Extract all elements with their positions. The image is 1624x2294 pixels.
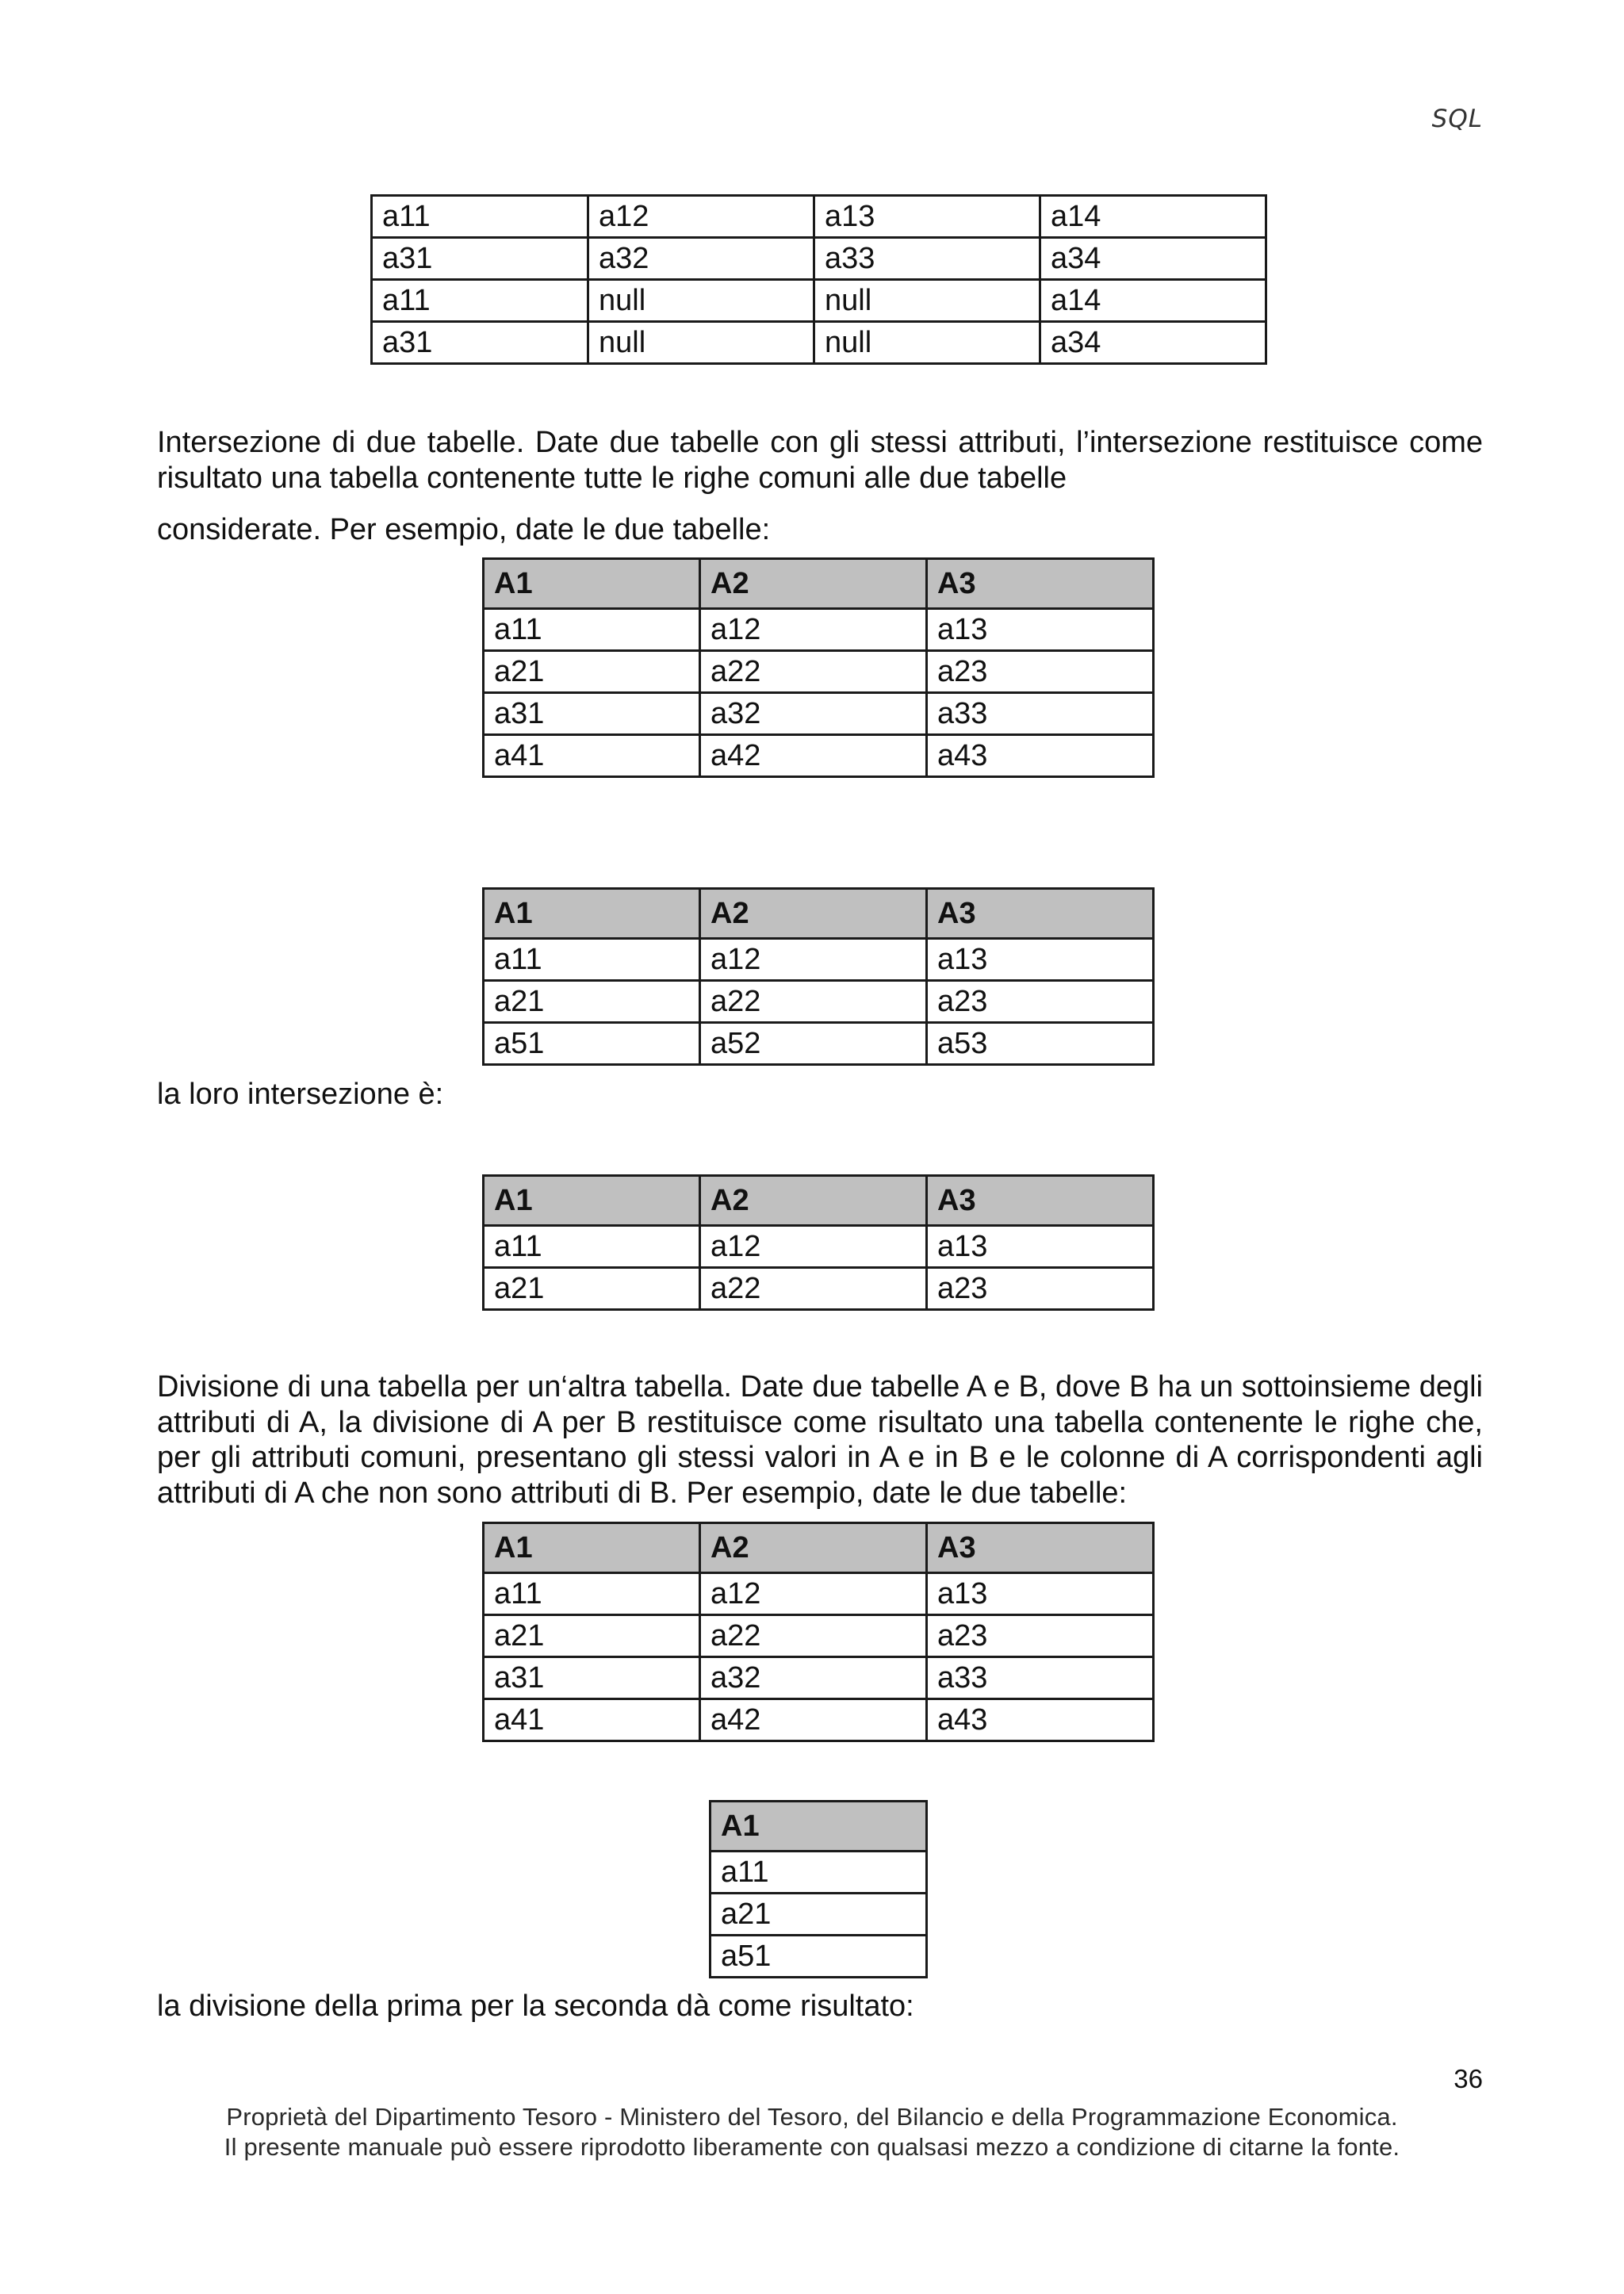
table-cell: null: [588, 322, 814, 364]
table-cell: a51: [484, 1023, 700, 1065]
table-cell: a42: [700, 1699, 927, 1741]
table-cell: a34: [1040, 238, 1266, 280]
table-row: [484, 651, 1154, 693]
table-cell: a11: [372, 280, 588, 322]
table-header-row: [484, 1176, 1154, 1226]
table-row: [484, 1573, 1154, 1615]
footer-line-1: Proprietà del Dipartimento Tesoro - Ministero del Tesoro, del Bilancio e della Programmazione Economica.: [226, 2103, 1398, 2131]
table-row: [484, 735, 1154, 777]
table-cell: a11: [484, 1573, 700, 1615]
table-cell: a21: [484, 1615, 700, 1657]
table-cell: a22: [700, 1615, 927, 1657]
intersection-table-2: [482, 887, 1155, 1066]
column-header: A2: [700, 889, 927, 939]
table-row: [484, 939, 1154, 981]
table-cell: a12: [588, 196, 814, 238]
table-cell: a52: [700, 1023, 927, 1065]
table-cell: a23: [927, 1615, 1154, 1657]
table-cell: a12: [700, 1226, 927, 1268]
table-header-row: [484, 889, 1154, 939]
table-cell: a32: [700, 693, 927, 735]
column-header: A3: [927, 889, 1154, 939]
column-header: A3: [927, 559, 1154, 609]
table-row: [484, 1226, 1154, 1268]
table-cell: a11: [484, 609, 700, 651]
column-header: A3: [927, 1523, 1154, 1573]
intersection-paragraph: Intersezione di due tabelle. Date due tabelle con gli stessi attributi, l’intersezione restituisce come risultato una tabella contenente tutte le righe comuni alle due tabelle: [157, 426, 1483, 495]
table-row: [484, 1268, 1154, 1310]
intersection-result-label: la loro intersezione è:: [157, 1078, 444, 1111]
table-cell: a42: [700, 735, 927, 777]
intersection-result-table: [482, 1174, 1155, 1311]
division-paragraph: Divisione di una tabella per un‘altra tabella. Date due tabelle A e B, dove B ha un sottoinsieme degli attributi di A, la divisione di A per B restituisce come risultato una tabella contenente le righe che, per gli attributi comuni, presentano gli stessi valori in A e in B e le colonne di A corrispondenti agli attributi di A che non sono attributi di B. Per esempio, date le due tabelle:: [157, 1370, 1483, 1510]
table-cell: a33: [927, 1657, 1154, 1699]
table-cell: a21: [484, 651, 700, 693]
column-header: A1: [484, 1176, 700, 1226]
table-cell: a11: [710, 1852, 927, 1894]
table-cell: a41: [484, 735, 700, 777]
table-header-row: [484, 1523, 1154, 1573]
table-header-row: [484, 559, 1154, 609]
table-cell: a31: [372, 238, 588, 280]
division-table-2: [709, 1800, 928, 1978]
division-table-1: [482, 1522, 1155, 1742]
table-cell: a11: [484, 939, 700, 981]
table-cell: a31: [484, 693, 700, 735]
table-row: [372, 238, 1266, 280]
table-row: [484, 1023, 1154, 1065]
table-row: [484, 1657, 1154, 1699]
table-cell: a33: [927, 693, 1154, 735]
table-cell: a13: [814, 196, 1040, 238]
table-cell: a12: [700, 939, 927, 981]
table-cell: a21: [484, 981, 700, 1023]
table-row: [484, 1699, 1154, 1741]
table-top: [370, 194, 1267, 365]
table-cell: a12: [700, 1573, 927, 1615]
table-row: [710, 1894, 927, 1936]
intersection-intro: considerate. Per esempio, date le due tabelle:: [157, 513, 771, 546]
table-header-row: [710, 1802, 927, 1852]
table-cell: a32: [700, 1657, 927, 1699]
table-cell: a21: [710, 1894, 927, 1936]
table-cell: a12: [700, 609, 927, 651]
table-cell: a23: [927, 651, 1154, 693]
table-cell: a31: [372, 322, 588, 364]
table-row: [484, 1615, 1154, 1657]
table-cell: a33: [814, 238, 1040, 280]
section-header: SQL: [1431, 105, 1483, 133]
table-cell: a51: [710, 1936, 927, 1978]
table-cell: a41: [484, 1699, 700, 1741]
table-cell: a21: [484, 1268, 700, 1310]
table-row: [372, 196, 1266, 238]
table-cell: a14: [1040, 280, 1266, 322]
table-cell: a23: [927, 981, 1154, 1023]
table-row: [372, 280, 1266, 322]
table-cell: a31: [484, 1657, 700, 1699]
table-cell: null: [814, 322, 1040, 364]
table-cell: a14: [1040, 196, 1266, 238]
table-row: [484, 609, 1154, 651]
table-row: [710, 1936, 927, 1978]
table-cell: a43: [927, 1699, 1154, 1741]
table-cell: a11: [484, 1226, 700, 1268]
table-cell: a11: [372, 196, 588, 238]
table-cell: a13: [927, 939, 1154, 981]
table-cell: null: [814, 280, 1040, 322]
footer-line-2: Il presente manuale può essere riprodotto liberamente con qualsasi mezzo a condizione di citarne la fonte.: [224, 2133, 1400, 2161]
column-header: A1: [710, 1802, 927, 1852]
table-cell: a53: [927, 1023, 1154, 1065]
column-header: A2: [700, 559, 927, 609]
column-header: A2: [700, 1523, 927, 1573]
page-number: 36: [1454, 2064, 1483, 2093]
table-row: [484, 981, 1154, 1023]
table-row: [484, 693, 1154, 735]
table-cell: a32: [588, 238, 814, 280]
table-cell: a22: [700, 981, 927, 1023]
table-cell: a13: [927, 609, 1154, 651]
table-cell: a34: [1040, 322, 1266, 364]
table-row: [372, 322, 1266, 364]
intersection-table-1: [482, 557, 1155, 778]
column-header: A2: [700, 1176, 927, 1226]
column-header: A1: [484, 1523, 700, 1573]
division-result-label: la divisione della prima per la seconda dà come risultato:: [157, 1990, 914, 2023]
table-cell: a43: [927, 735, 1154, 777]
column-header: A1: [484, 559, 700, 609]
table-cell: a22: [700, 651, 927, 693]
table-cell: a23: [927, 1268, 1154, 1310]
column-header: A1: [484, 889, 700, 939]
table-cell: a13: [927, 1573, 1154, 1615]
table-row: [710, 1852, 927, 1894]
column-header: A3: [927, 1176, 1154, 1226]
table-cell: a13: [927, 1226, 1154, 1268]
table-cell: a22: [700, 1268, 927, 1310]
table-cell: null: [588, 280, 814, 322]
